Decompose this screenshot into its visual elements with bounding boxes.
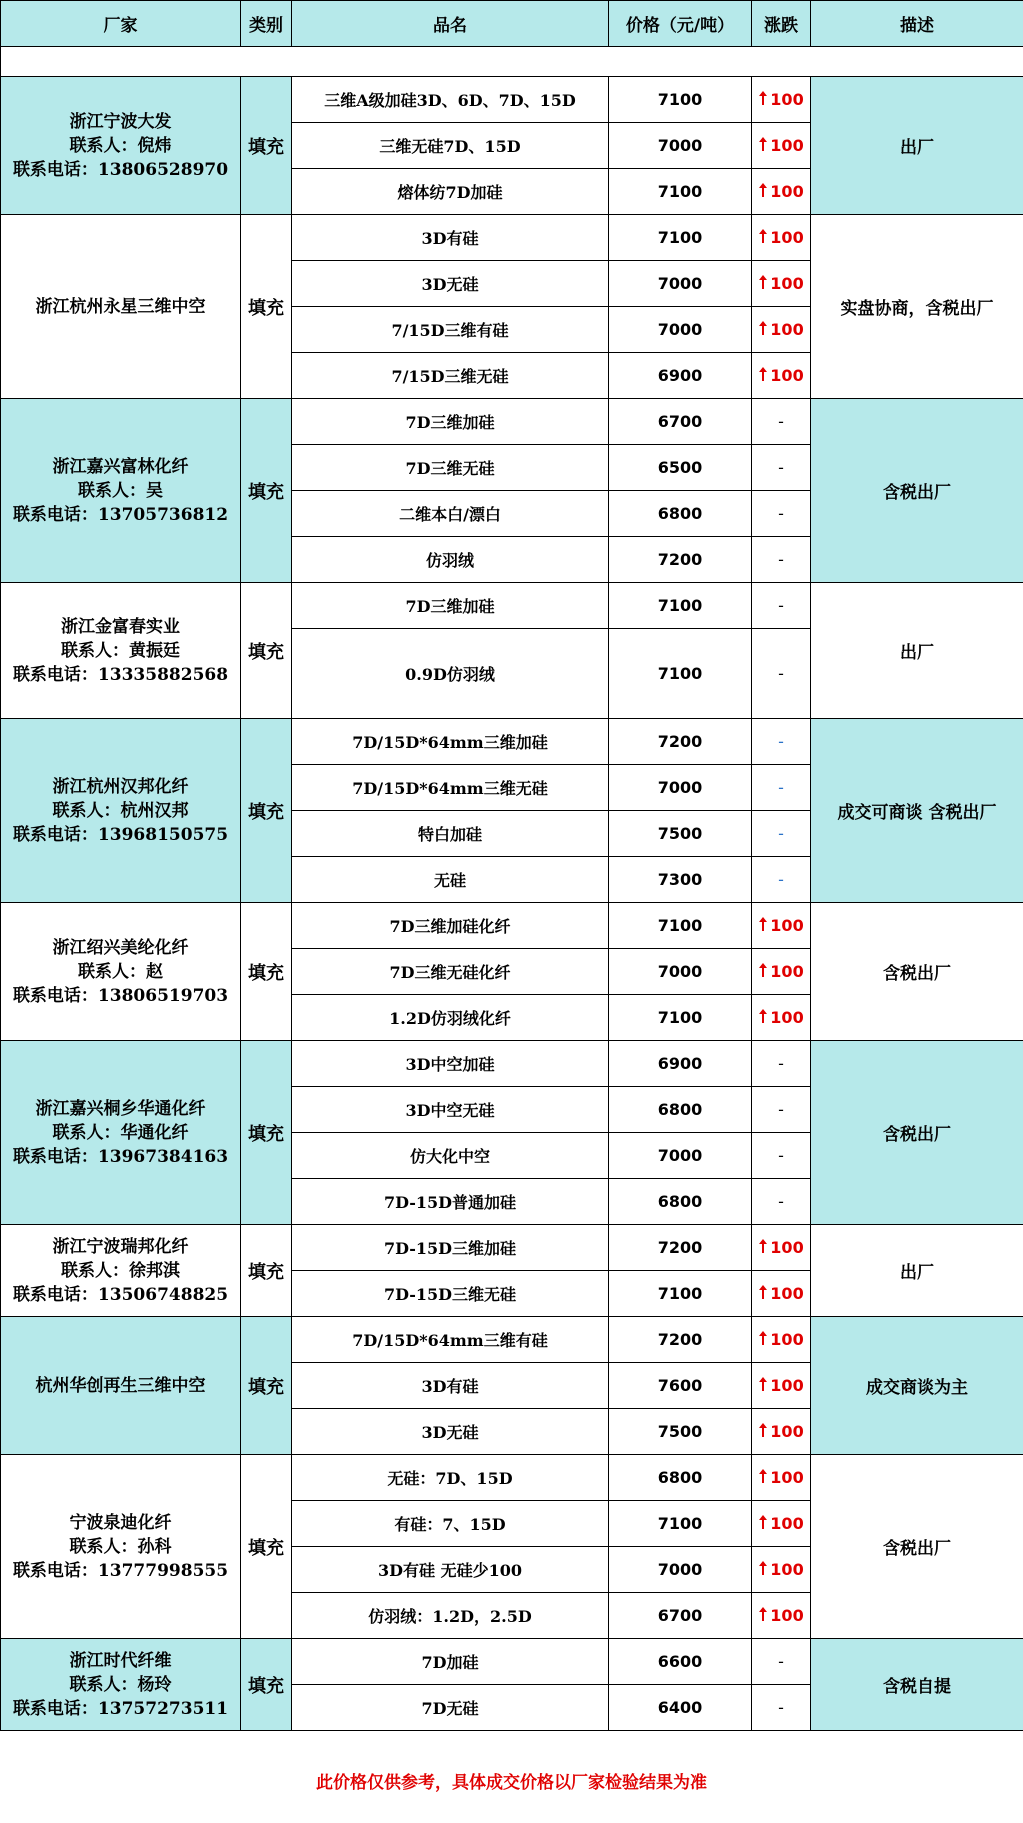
product-name-cell: 0.9D仿羽绒 bbox=[292, 629, 609, 719]
arrow-up-icon bbox=[758, 182, 768, 201]
maker-name: 浙江金富春实业 bbox=[61, 616, 180, 637]
arrow-up-icon bbox=[758, 320, 768, 339]
arrow-up-icon bbox=[758, 274, 768, 293]
product-name-cell: 7D三维加硅化纤 bbox=[292, 903, 609, 949]
change-value: 100 bbox=[770, 1514, 804, 1533]
product-name-cell: 熔体纺7D加硅 bbox=[292, 169, 609, 215]
maker-phone: 联系电话：13777998555 bbox=[12, 1560, 229, 1581]
change-value: - bbox=[778, 596, 784, 615]
product-name-cell: 7D三维加硅 bbox=[292, 583, 609, 629]
maker-name: 宁波泉迪化纤 bbox=[69, 1512, 172, 1533]
description-cell: 出厂 bbox=[811, 1225, 1023, 1317]
maker-cell bbox=[1, 1455, 241, 1639]
maker-contact: 联系人：倪炜 bbox=[69, 135, 172, 156]
change-value: 100 bbox=[770, 1422, 804, 1441]
price-up-indicator bbox=[758, 320, 803, 339]
table-row bbox=[1, 583, 1023, 629]
maker-cell bbox=[1, 1225, 241, 1317]
description-cell: 成交商谈为主 bbox=[811, 1317, 1023, 1455]
table-row bbox=[1, 1455, 1023, 1501]
maker-contact: 联系人：黄振廷 bbox=[61, 640, 180, 661]
product-name-cell: 三维无硅7D、15D bbox=[292, 123, 609, 169]
arrow-up-icon bbox=[758, 1238, 768, 1257]
change-cell bbox=[752, 811, 811, 857]
maker-name: 浙江杭州汉邦化纤 bbox=[52, 776, 189, 797]
change-cell bbox=[752, 1179, 811, 1225]
price-cell: 7100 bbox=[609, 215, 752, 261]
change-cell bbox=[752, 1133, 811, 1179]
price-cell: 6500 bbox=[609, 445, 752, 491]
arrow-up-icon bbox=[758, 1008, 768, 1027]
product-name-cell: 7/15D三维无硅 bbox=[292, 353, 609, 399]
maker-cell bbox=[1, 77, 241, 215]
change-value: 100 bbox=[770, 228, 804, 247]
maker-phone: 联系电话：13967384163 bbox=[12, 1146, 229, 1167]
price-cell: 7100 bbox=[609, 629, 752, 719]
change-cell bbox=[752, 445, 811, 491]
product-name-cell: 3D有硅 bbox=[292, 1363, 609, 1409]
price-cell: 7000 bbox=[609, 949, 752, 995]
price-cell: 7100 bbox=[609, 77, 752, 123]
change-value: - bbox=[778, 870, 784, 889]
description-cell: 出厂 bbox=[811, 77, 1023, 215]
price-cell: 7200 bbox=[609, 537, 752, 583]
price-cell: 6400 bbox=[609, 1685, 752, 1731]
arrow-up-icon bbox=[758, 1284, 768, 1303]
category-cell: 填充 bbox=[241, 215, 292, 399]
change-cell bbox=[752, 1271, 811, 1317]
category-cell: 填充 bbox=[241, 903, 292, 1041]
change-value: 100 bbox=[770, 136, 804, 155]
description-cell: 出厂 bbox=[811, 583, 1023, 719]
price-cell: 7000 bbox=[609, 1133, 752, 1179]
price-cell: 7100 bbox=[609, 583, 752, 629]
header-category: 类别 bbox=[241, 1, 292, 47]
product-name-cell: 7D三维加硅 bbox=[292, 399, 609, 445]
change-cell bbox=[752, 1363, 811, 1409]
product-name-cell: 7D-15D三维无硅 bbox=[292, 1271, 609, 1317]
price-up-indicator bbox=[758, 228, 803, 247]
maker-contact: 联系人：杭州汉邦 bbox=[52, 800, 189, 821]
arrow-up-icon bbox=[758, 228, 768, 247]
arrow-up-icon bbox=[758, 962, 768, 981]
maker-name: 浙江时代纤维 bbox=[69, 1650, 172, 1671]
change-value: - bbox=[778, 732, 784, 751]
change-cell bbox=[752, 583, 811, 629]
change-cell bbox=[752, 537, 811, 583]
category-cell: 填充 bbox=[241, 1317, 292, 1455]
price-up-indicator bbox=[758, 1284, 803, 1303]
product-name-cell: 7D/15D*64mm三维有硅 bbox=[292, 1317, 609, 1363]
price-cell: 7100 bbox=[609, 1501, 752, 1547]
product-name-cell: 无硅 bbox=[292, 857, 609, 903]
product-name-cell: 3D中空无硅 bbox=[292, 1087, 609, 1133]
price-up-indicator bbox=[758, 182, 803, 201]
change-value: 100 bbox=[770, 182, 804, 201]
product-name-cell: 7D-15D三维加硅 bbox=[292, 1225, 609, 1271]
category-cell: 填充 bbox=[241, 1225, 292, 1317]
change-value: - bbox=[778, 1698, 784, 1717]
product-name-cell: 1.2D仿羽绒化纤 bbox=[292, 995, 609, 1041]
price-cell: 6700 bbox=[609, 1593, 752, 1639]
maker-cell bbox=[1, 903, 241, 1041]
price-cell: 7500 bbox=[609, 1409, 752, 1455]
change-cell bbox=[752, 1317, 811, 1363]
price-cell: 7100 bbox=[609, 169, 752, 215]
arrow-up-icon bbox=[758, 1560, 768, 1579]
product-name-cell: 二维本白/漂白 bbox=[292, 491, 609, 537]
maker-name: 浙江绍兴美纶化纤 bbox=[52, 937, 189, 958]
change-cell bbox=[752, 719, 811, 765]
price-cell: 7200 bbox=[609, 1225, 752, 1271]
maker-cell bbox=[1, 719, 241, 903]
table-row bbox=[1, 1041, 1023, 1087]
change-cell bbox=[752, 399, 811, 445]
header-desc: 描述 bbox=[811, 1, 1023, 47]
change-cell bbox=[752, 1593, 811, 1639]
change-cell bbox=[752, 491, 811, 537]
spacer-row bbox=[1, 47, 1023, 77]
arrow-up-icon bbox=[758, 90, 768, 109]
maker-contact: 联系人：吴 bbox=[78, 480, 163, 501]
product-name-cell: 仿羽绒：1.2D，2.5D bbox=[292, 1593, 609, 1639]
category-cell: 填充 bbox=[241, 583, 292, 719]
price-cell: 7100 bbox=[609, 1271, 752, 1317]
price-up-indicator bbox=[758, 1330, 803, 1349]
price-up-indicator bbox=[758, 1514, 803, 1533]
maker-phone: 联系电话：13806519703 bbox=[12, 985, 229, 1006]
product-name-cell: 7/15D三维有硅 bbox=[292, 307, 609, 353]
change-value: - bbox=[778, 778, 784, 797]
change-cell bbox=[752, 629, 811, 719]
price-cell: 6800 bbox=[609, 1087, 752, 1133]
price-up-indicator bbox=[758, 136, 803, 155]
header-change: 涨跌 bbox=[752, 1, 811, 47]
change-value: 100 bbox=[770, 90, 804, 109]
description-cell: 含税出厂 bbox=[811, 1455, 1023, 1639]
header-row bbox=[1, 1, 1023, 47]
category-cell: 填充 bbox=[241, 77, 292, 215]
price-up-indicator bbox=[758, 366, 803, 385]
product-name-cell: 3D有硅 bbox=[292, 215, 609, 261]
change-value: 100 bbox=[770, 962, 804, 981]
maker-cell bbox=[1, 583, 241, 719]
price-cell: 7000 bbox=[609, 123, 752, 169]
price-cell: 7100 bbox=[609, 995, 752, 1041]
arrow-up-icon bbox=[758, 1514, 768, 1533]
table-row bbox=[1, 77, 1023, 123]
price-cell: 7000 bbox=[609, 1547, 752, 1593]
price-up-indicator bbox=[758, 1376, 803, 1395]
change-cell bbox=[752, 353, 811, 399]
product-name-cell: 7D无硅 bbox=[292, 1685, 609, 1731]
category-cell: 填充 bbox=[241, 719, 292, 903]
change-value: - bbox=[778, 412, 784, 431]
maker-contact: 联系人：华通化纤 bbox=[52, 1122, 189, 1143]
change-cell bbox=[752, 261, 811, 307]
price-cell: 7200 bbox=[609, 1317, 752, 1363]
change-value: - bbox=[778, 1652, 784, 1671]
price-up-indicator bbox=[758, 1468, 803, 1487]
product-name-cell: 特白加硅 bbox=[292, 811, 609, 857]
maker-name: 杭州华创再生三维中空 bbox=[35, 1375, 206, 1396]
change-value: 100 bbox=[770, 1376, 804, 1395]
maker-contact: 联系人：孙科 bbox=[69, 1536, 172, 1557]
change-value: 100 bbox=[770, 366, 804, 385]
price-cell: 6800 bbox=[609, 491, 752, 537]
price-up-indicator bbox=[758, 1606, 803, 1625]
change-value: 100 bbox=[770, 1008, 804, 1027]
change-cell bbox=[752, 169, 811, 215]
table-row bbox=[1, 399, 1023, 445]
maker-phone: 联系电话：13806528970 bbox=[12, 159, 229, 180]
change-cell bbox=[752, 1501, 811, 1547]
arrow-up-icon bbox=[758, 916, 768, 935]
change-cell bbox=[752, 765, 811, 811]
price-up-indicator bbox=[758, 962, 803, 981]
change-cell bbox=[752, 1225, 811, 1271]
change-cell bbox=[752, 307, 811, 353]
arrow-up-icon bbox=[758, 1330, 768, 1349]
change-cell bbox=[752, 903, 811, 949]
table-row bbox=[1, 1225, 1023, 1271]
change-value: 100 bbox=[770, 916, 804, 935]
description-cell: 含税出厂 bbox=[811, 399, 1023, 583]
arrow-up-icon bbox=[758, 1422, 768, 1441]
maker-cell bbox=[1, 399, 241, 583]
table-row bbox=[1, 215, 1023, 261]
change-value: - bbox=[778, 824, 784, 843]
product-name-cell: 7D/15D*64mm三维加硅 bbox=[292, 719, 609, 765]
change-cell bbox=[752, 77, 811, 123]
price-up-indicator bbox=[758, 274, 803, 293]
change-value: 100 bbox=[770, 320, 804, 339]
description-cell: 含税出厂 bbox=[811, 1041, 1023, 1225]
change-value: 100 bbox=[770, 1330, 804, 1349]
change-cell bbox=[752, 123, 811, 169]
price-up-indicator bbox=[758, 1560, 803, 1579]
price-cell: 6800 bbox=[609, 1179, 752, 1225]
price-cell: 6900 bbox=[609, 353, 752, 399]
change-value: - bbox=[778, 550, 784, 569]
product-name-cell: 7D-15D普通加硅 bbox=[292, 1179, 609, 1225]
table-row bbox=[1, 1639, 1023, 1685]
maker-name: 浙江宁波大发 bbox=[69, 111, 172, 132]
header-price: 价格（元/吨） bbox=[609, 1, 752, 47]
price-cell: 7000 bbox=[609, 307, 752, 353]
change-cell bbox=[752, 995, 811, 1041]
change-value: 100 bbox=[770, 274, 804, 293]
description-cell: 成交可商谈 含税出厂 bbox=[811, 719, 1023, 903]
change-value: - bbox=[778, 1054, 784, 1073]
change-value: 100 bbox=[770, 1560, 804, 1579]
maker-phone: 联系电话：13968150575 bbox=[12, 824, 229, 845]
table-row bbox=[1, 719, 1023, 765]
price-cell: 6900 bbox=[609, 1041, 752, 1087]
price-cell: 7200 bbox=[609, 719, 752, 765]
change-value: - bbox=[778, 664, 784, 683]
price-cell: 7000 bbox=[609, 765, 752, 811]
maker-name: 浙江嘉兴桐乡华通化纤 bbox=[35, 1098, 206, 1119]
price-cell: 7000 bbox=[609, 261, 752, 307]
product-name-cell: 无硅：7D、15D bbox=[292, 1455, 609, 1501]
description-cell: 含税出厂 bbox=[811, 903, 1023, 1041]
footer-disclaimer: 此价格仅供参考，具体成交价格以厂家检验结果为准 bbox=[316, 1773, 707, 1793]
price-cell: 7500 bbox=[609, 811, 752, 857]
maker-contact: 联系人：杨玲 bbox=[69, 1674, 172, 1695]
change-value: - bbox=[778, 1146, 784, 1165]
product-name-cell: 仿羽绒 bbox=[292, 537, 609, 583]
description-cell: 含税自提 bbox=[811, 1639, 1023, 1731]
arrow-up-icon bbox=[758, 136, 768, 155]
category-cell: 填充 bbox=[241, 399, 292, 583]
change-cell bbox=[752, 857, 811, 903]
table-row bbox=[1, 903, 1023, 949]
maker-cell bbox=[1, 1639, 241, 1731]
change-cell bbox=[752, 1685, 811, 1731]
price-cell: 7300 bbox=[609, 857, 752, 903]
arrow-up-icon bbox=[758, 366, 768, 385]
description-cell: 实盘协商，含税出厂 bbox=[811, 215, 1023, 399]
product-name-cell: 3D中空加硅 bbox=[292, 1041, 609, 1087]
price-up-indicator bbox=[758, 90, 803, 109]
product-name-cell: 7D三维无硅 bbox=[292, 445, 609, 491]
maker-contact: 联系人：徐邦淇 bbox=[61, 1260, 180, 1281]
maker-cell bbox=[1, 1317, 241, 1455]
price-up-indicator bbox=[758, 1422, 803, 1441]
product-name-cell: 3D有硅 无硅少100 bbox=[292, 1547, 609, 1593]
maker-name: 浙江宁波瑞邦化纤 bbox=[52, 1236, 189, 1257]
price-cell: 6800 bbox=[609, 1455, 752, 1501]
change-cell bbox=[752, 1087, 811, 1133]
category-cell: 填充 bbox=[241, 1455, 292, 1639]
maker-cell bbox=[1, 215, 241, 399]
maker-cell bbox=[1, 1041, 241, 1225]
maker-phone: 联系电话：13335882568 bbox=[12, 664, 229, 685]
price-up-indicator bbox=[758, 1238, 803, 1257]
maker-name: 浙江杭州永星三维中空 bbox=[35, 296, 206, 317]
product-name-cell: 有硅：7、15D bbox=[292, 1501, 609, 1547]
change-cell bbox=[752, 1639, 811, 1685]
table-row bbox=[1, 1317, 1023, 1363]
header-maker: 厂家 bbox=[1, 1, 241, 47]
price-up-indicator bbox=[758, 916, 803, 935]
change-cell bbox=[752, 1547, 811, 1593]
change-value: - bbox=[778, 1192, 784, 1211]
price-cell: 7600 bbox=[609, 1363, 752, 1409]
price-up-indicator bbox=[758, 1008, 803, 1027]
product-name-cell: 7D三维无硅化纤 bbox=[292, 949, 609, 995]
maker-phone: 联系电话：13757273511 bbox=[12, 1698, 229, 1719]
price-cell: 7100 bbox=[609, 903, 752, 949]
change-cell bbox=[752, 949, 811, 995]
change-value: 100 bbox=[770, 1238, 804, 1257]
product-name-cell: 7D/15D*64mm三维无硅 bbox=[292, 765, 609, 811]
change-value: - bbox=[778, 504, 784, 523]
category-cell: 填充 bbox=[241, 1041, 292, 1225]
change-cell bbox=[752, 1041, 811, 1087]
arrow-up-icon bbox=[758, 1468, 768, 1487]
maker-phone: 联系电话：13705736812 bbox=[12, 504, 229, 525]
product-name-cell: 3D无硅 bbox=[292, 261, 609, 307]
arrow-up-icon bbox=[758, 1606, 768, 1625]
product-name-cell: 三维A级加硅3D、6D、7D、15D bbox=[292, 77, 609, 123]
maker-phone: 联系电话：13506748825 bbox=[12, 1284, 229, 1305]
arrow-up-icon bbox=[758, 1376, 768, 1395]
product-name-cell: 3D无硅 bbox=[292, 1409, 609, 1455]
change-value: 100 bbox=[770, 1468, 804, 1487]
category-cell: 填充 bbox=[241, 1639, 292, 1731]
change-value: 100 bbox=[770, 1606, 804, 1625]
change-value: - bbox=[778, 458, 784, 477]
change-cell bbox=[752, 1409, 811, 1455]
product-name-cell: 仿大化中空 bbox=[292, 1133, 609, 1179]
product-name-cell: 7D加硅 bbox=[292, 1639, 609, 1685]
maker-name: 浙江嘉兴富林化纤 bbox=[52, 456, 189, 477]
maker-contact: 联系人：赵 bbox=[78, 961, 163, 982]
header-product: 品名 bbox=[292, 1, 609, 47]
change-cell bbox=[752, 1455, 811, 1501]
change-value: - bbox=[778, 1100, 784, 1119]
price-cell: 6600 bbox=[609, 1639, 752, 1685]
price-cell: 6700 bbox=[609, 399, 752, 445]
change-cell bbox=[752, 215, 811, 261]
change-value: 100 bbox=[770, 1284, 804, 1303]
